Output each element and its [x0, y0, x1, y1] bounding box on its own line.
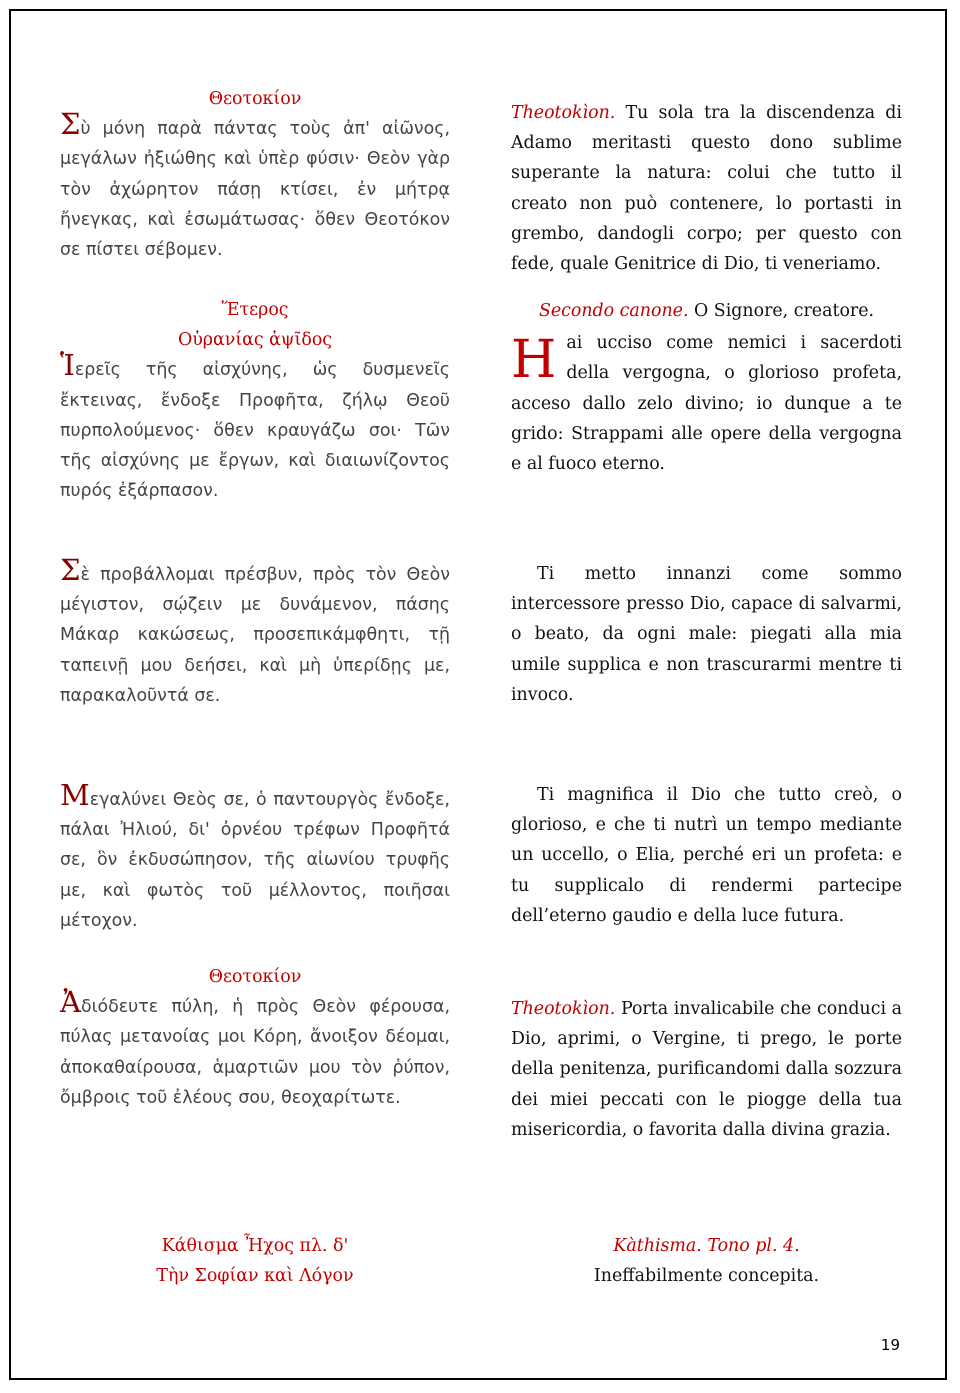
italian-heading: Theotokìon.	[511, 103, 616, 123]
italian-kathisma	[511, 1231, 902, 1291]
italian-paragraph: Ti metto innanzi come sommo intercessore presso Dio, capace di salvarmi, o beato, da ogni male: piegati alla mia umile supplica e non trascurarmi mentre ti invoco.	[511, 564, 902, 705]
italian-paragraph: Hai ucciso come nemici i sacerdoti della vergogna, o glorioso profeta, acceso dallo zelo divino; io dunque a te grido: Strappami alle opere della vergogna e al fuoco eterno.	[511, 330, 902, 475]
italian-paragraph: Theotokìon. Tu sola tra la discendenza di Adamo meritasti questo dono sublime superante la natura: colui che tutto il creato non può contenere, lo portasti in grembo, dandogli corpo; per questo con fede, quale Genitrice di Dio, ti veneriamo.	[511, 103, 902, 275]
kathisma-melody: Τὴν Σοφίαν καὶ Λόγον	[156, 1266, 354, 1287]
greek-paragraph: Σὲ προβάλλομαι πρέσβυν, πρὸς τὸν Θεὸν μέγιστον, σῴζειν με δυνάμενον, πάσης Μάκαρ κακώσεως, προσεπικάμφθητι, τῇ ταπεινῇ μου δεήσει, καὶ μὴ ὑπερίδῃς με, παρακαλοῦντά σε.	[60, 553, 450, 706]
kathisma-melody: Ineffabilmente concepita.	[593, 1266, 820, 1287]
italian-heading: Secondo canone. O Signore, creatore.	[538, 301, 875, 321]
greek-kathisma	[60, 1231, 450, 1291]
drop-cap: H	[511, 330, 557, 391]
greek-paragraph: Σὺ μόνη παρὰ πάντας τοὺς ἀπ' αἰῶνος, μεγάλων ἠξιώθης καὶ ὑπὲρ φύσιν· Θεὸν γὰρ τὸν ἀχώρητον πάσῃ κτίσει, ἐν μήτρᾳ ἤνεγκας, καὶ ἐσωμάτωσας· ὅθεν Θεοτόκον σε πίστει σέβομεν.	[60, 107, 450, 261]
initial-letter: Σ	[60, 553, 81, 587]
italian-theotokion-2	[511, 994, 902, 1145]
italian-heading: Theotokìon.	[511, 999, 616, 1019]
greek-troparion-2	[60, 553, 450, 711]
italian-paragraph: Theotokìon. Porta invalicabile che conduci a Dio, aprimi, o Vergine, ti prego, le porte della penitenza, purificandomi dalla sozzura dei miei peccati con le piogge della tua misericordia, o favorita dalla divina grazia.	[511, 999, 902, 1140]
page-number: 19	[880, 1336, 900, 1354]
greek-heading: Θεοτοκίον	[208, 967, 302, 987]
greek-theotokion-1	[60, 84, 450, 265]
initial-letter: Σ	[60, 107, 81, 142]
italian-troparion-2	[511, 559, 902, 710]
greek-heading: Ἕτερος	[221, 300, 289, 320]
greek-paragraph: Μεγαλύνει Θεὸς σε, ὁ παντουργὸς ἔνδοξε, πάλαι Ἠλιού, δι' ὀρνέου τρέφων Προφῆτά σε, ὃν ἐκδυσώπησον, τῆς αἰωνίου τρυφῆς με, καὶ φωτὸς τοῦ μέλλοντος, ποιῆσαι μέτοχον.	[60, 778, 450, 931]
initial-letter: Μ	[60, 778, 90, 812]
greek-subheading: Οὐρανίας ἁψῖδος	[177, 330, 333, 351]
italian-second-canon	[511, 296, 902, 479]
greek-troparion-3	[60, 778, 450, 936]
greek-theotokion-2	[60, 962, 450, 1113]
greek-paragraph: Ἱερεῖς τῆς αἰσχύνης, ὡς δυσμενεῖς ἔκτεινας, ἔνδοξε Προφῆτα, ζήλῳ Θεοῦ πυρπολούμενος· ὅθεν κραυγάζω σοι· Τῶν τῆς αἰσχύνης με ἔργων, καὶ διαιωνίζοντος πυρός ἐξάρπασον.	[60, 348, 450, 502]
kathisma-title: Kàthisma. Tono pl. 4.	[613, 1236, 800, 1256]
greek-other-canon	[60, 295, 450, 506]
italian-troparion-3	[511, 780, 902, 931]
initial-letter: Ἀ	[60, 985, 81, 1020]
greek-heading: Θεοτοκίον	[208, 89, 302, 109]
greek-paragraph: Ἀδιόδευτε πύλη, ἡ πρὸς Θεὸν φέρουσα, πύλας μετανοίας μοι Κόρη, ἄνοιξον δέομαι, ἀποκαθαίρουσα, ἁμαρτιῶν μου τὸν ῥύπον, ὄμβροις τοῦ ἐλέους σου, θεοχαρίτωτε.	[60, 985, 450, 1108]
initial-letter: Ἱ	[60, 348, 75, 383]
italian-paragraph: Ti magnifica il Dio che tutto creò, o glorioso, e che ti nutrì un tempo mediante un uccello, o Elia, perché eri un profeta: e tu supplicalo di rendermi partecipe dell’eterno gaudio e della luce futura.	[511, 785, 902, 926]
italian-theotokion-1	[511, 98, 902, 279]
kathisma-title: Κάθισμα Ἦχος πλ. δ'	[161, 1236, 349, 1256]
